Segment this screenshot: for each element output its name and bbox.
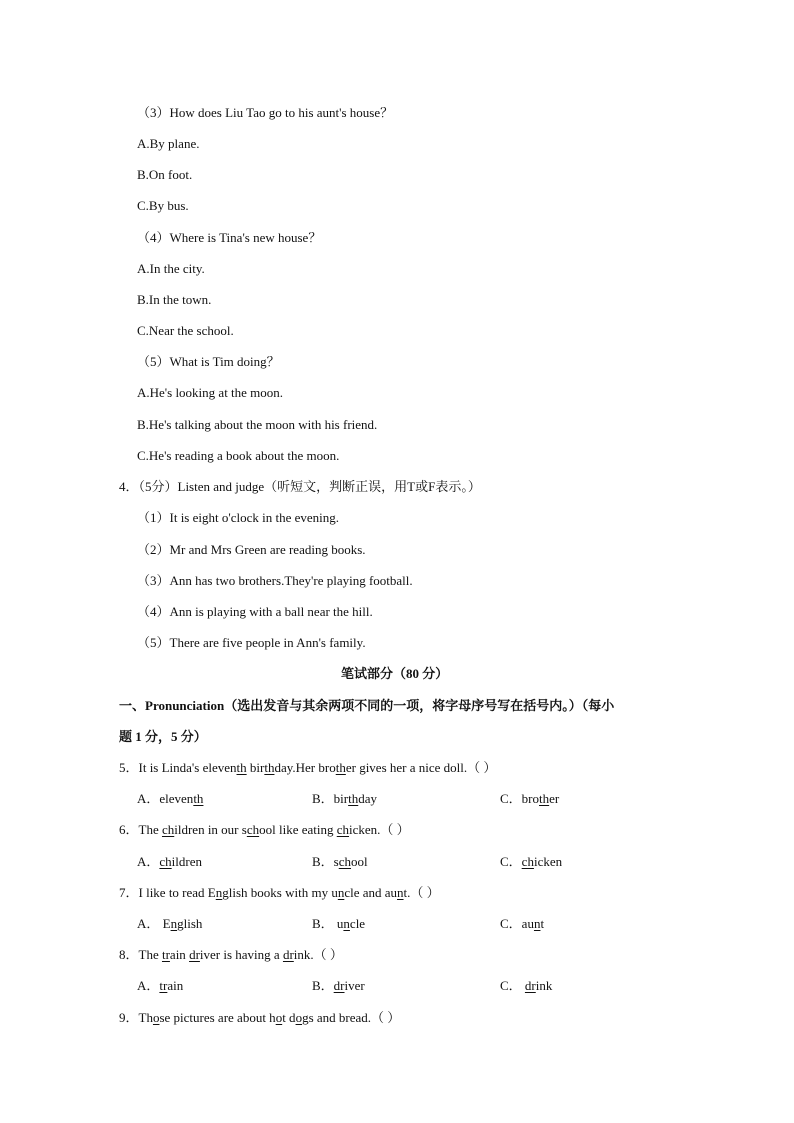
question-5-stem: （5）What is Tim doing？ <box>137 354 280 369</box>
question-4-option-b: B.In the town. <box>137 292 212 307</box>
judge-item-1: （1）It is eight o'clock in the evening. <box>137 510 339 525</box>
q5-option-a: A．eleventh <box>137 791 204 806</box>
question-9-sentence: 9．Those pictures are about hot dogs and bread.（ ） <box>119 1010 401 1025</box>
q6-option-a: A．children <box>137 854 202 869</box>
judge-item-2: （2）Mr and Mrs Green are reading books. <box>137 542 366 557</box>
q5-option-c: C．brother <box>500 791 560 806</box>
question-5-option-b: B.He's talking about the moon with his friend. <box>137 417 378 432</box>
judge-item-3: （3）Ann has two brothers.They're playing football. <box>137 573 413 588</box>
q7-option-b: B． uncle <box>312 916 366 931</box>
q6-option-c: C．chicken <box>500 854 563 869</box>
question-4-option-a: A.In the city. <box>137 261 205 276</box>
q5-option-b: B．birthday <box>312 791 378 806</box>
judge-item-4: （4）Ann is playing with a ball near the hill. <box>137 604 373 619</box>
question-4-option-c: C.Near the school. <box>137 323 234 338</box>
written-section-title: 笔试部分（80 分） <box>341 666 449 681</box>
question-5-option-c: C.He's reading a book about the moon. <box>137 448 340 463</box>
question-5-option-a: A.He's looking at the moon. <box>137 385 284 400</box>
question-7-sentence: 7．I like to read English books with my uncle and aunt.（ ） <box>119 885 440 900</box>
q8-option-a: A．train <box>137 978 184 993</box>
q7-option-a: A． English <box>137 916 203 931</box>
question-3-option-a: A.By plane. <box>137 136 200 151</box>
judge-item-5: （5）There are five people in Ann's family. <box>137 635 366 650</box>
q7-option-c: C．aunt <box>500 916 545 931</box>
question-3-stem: （3）How does Liu Tao go to his aunt's house？ <box>137 105 394 120</box>
pronunciation-heading-line-2: 题 1 分，5 分） <box>119 729 207 744</box>
question-4-stem: （4）Where is Tina's new house？ <box>137 230 322 245</box>
q8-option-c: C． drink <box>500 978 553 993</box>
q6-option-b: B．school <box>312 854 368 869</box>
question-3-option-c: C.By bus. <box>137 198 189 213</box>
question-8-sentence: 8．The train driver is having a drink.（ ） <box>119 947 343 962</box>
question-6-sentence: 6．The children in our school like eating chicken.（ ） <box>119 822 410 837</box>
question-5-sentence: 5．It is Linda's eleventh birthday.Her brother gives her a nice doll.（ ） <box>119 760 497 775</box>
question-3-option-b: B.On foot. <box>137 167 193 182</box>
judge-heading: 4．（5分）Listen and judge（听短文，判断正误，用T或F表示。） <box>119 479 481 494</box>
q8-option-b: B．driver <box>312 978 365 993</box>
pronunciation-heading-line-1: 一、Pronunciation（选出发音与其余两项不同的一项，将字母序号写在括号内。）（每小 <box>119 698 615 713</box>
